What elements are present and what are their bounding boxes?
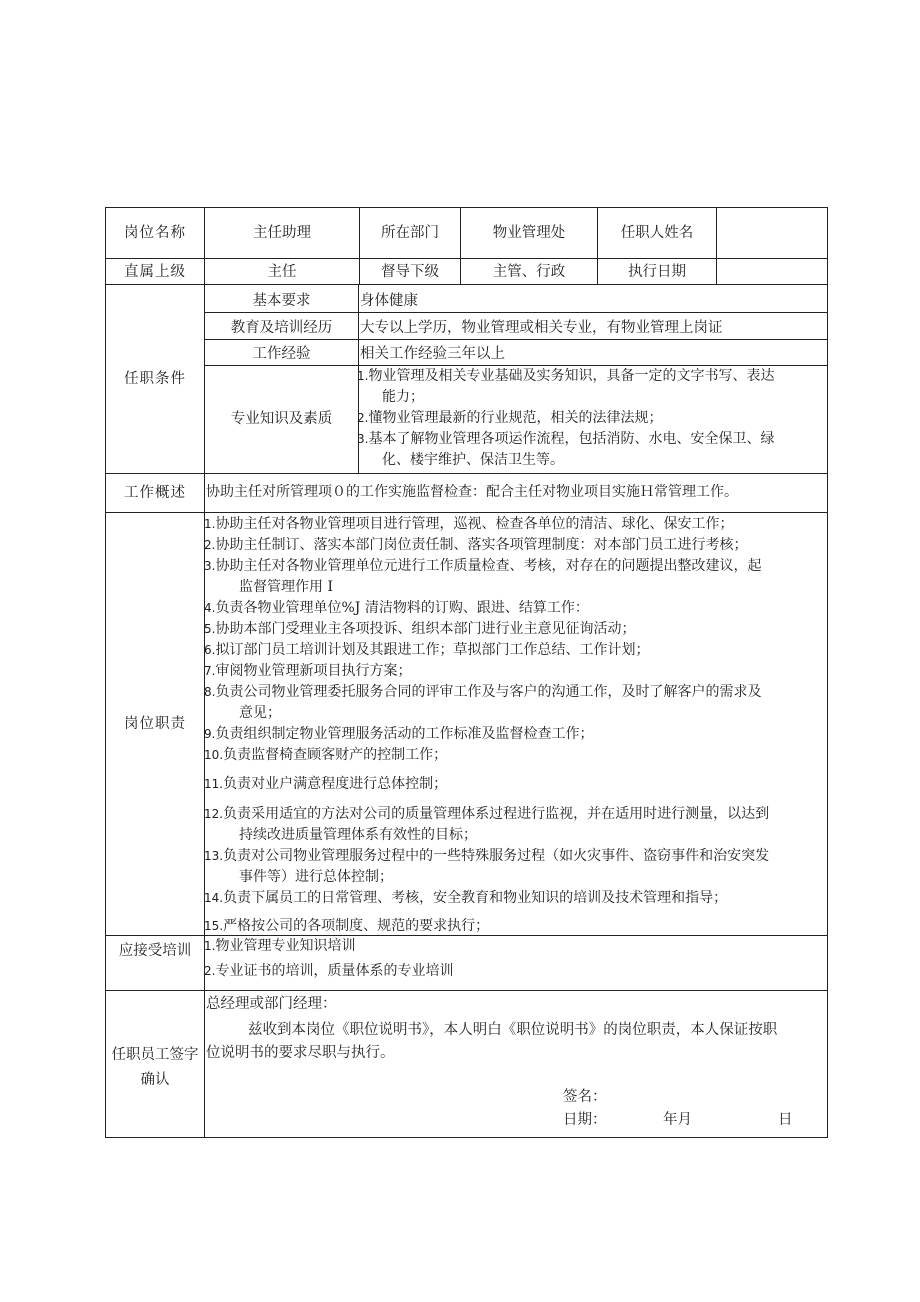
list-item: 2.专业证书的培训，质量体系的专业培训 xyxy=(204,963,454,979)
list-item: 监督管理作用 I xyxy=(239,579,333,595)
experience-value: 相关工作经验三年以上 xyxy=(360,346,505,362)
table-border-right xyxy=(827,207,828,1138)
list-item: 1.物业管理及相关专业基础及实务知识，具备一定的文字书写、表达 xyxy=(357,368,775,384)
subordinate-value: 主管、行政 xyxy=(492,264,566,280)
job-holder-label: 任职人姓名 xyxy=(620,225,694,241)
basic-requirement-label: 基本要求 xyxy=(252,293,311,309)
work-overview-text: 协助主任对所管理项０的工作实施监督检查：配合主任对物业项目实施Ｈ常管理工作。 xyxy=(206,484,738,500)
qualifications-label: 任职条件 xyxy=(124,371,186,387)
list-item: 能力； xyxy=(382,389,424,405)
list-item: 15.严格按公司的各项制度、规范的要求执行； xyxy=(204,918,490,934)
work-overview-label: 工作概述 xyxy=(124,485,186,501)
education-label: 教育及培训经历 xyxy=(230,320,333,336)
row-divider xyxy=(204,339,828,340)
row-divider xyxy=(105,473,828,474)
list-item: 5.协助本部门受理业主各项投诉、组织本部门进行业主意见征询活动； xyxy=(204,621,636,637)
table-border-top xyxy=(105,207,828,208)
department-label: 所在部门 xyxy=(381,225,439,241)
row-divider xyxy=(105,258,828,259)
list-item: 化、楼宇维护、保洁卫生等。 xyxy=(382,452,564,468)
list-item: 12.负责采用适宜的方法对公司的质量管理体系过程进行监视，并在适用时进行测量，以达到 xyxy=(204,806,770,822)
execution-date-label: 执行日期 xyxy=(628,264,686,280)
list-item: 14.负责下属员工的日常管理、考核，安全教育和物业知识的培训及技术管理和指导； xyxy=(204,890,728,906)
direct-superior-label: 直属上级 xyxy=(124,264,186,280)
position-name-label: 岗位名称 xyxy=(124,225,186,241)
subordinate-label: 督导下级 xyxy=(381,264,439,280)
statement-text: 位说明书的要求尽职与执行。 xyxy=(206,1045,395,1061)
row-divider xyxy=(105,990,828,991)
sign-label: 签名： xyxy=(563,1089,607,1105)
list-item: 1.协助主任对各物业管理项目进行管理，巡视、检查各单位的清洁、球化、保安工作； xyxy=(204,516,734,532)
list-item: 1.物业管理专业知识培训 xyxy=(204,938,356,954)
day-label: 日 xyxy=(778,1112,793,1128)
experience-label: 工作经验 xyxy=(252,346,311,362)
list-item: 10.负责监督椅查顾客财产的控制工作； xyxy=(204,747,448,763)
list-item: 2.协助主任制订、落实本部门岗位责任制、落实各项管理制度：对本部门员工进行考核； xyxy=(204,537,748,553)
duties-label: 岗位职责 xyxy=(124,716,186,732)
list-item: 9.负责组织制定物业管理服务活动的工作标准及监督检查工作； xyxy=(204,726,594,742)
signature-label: 确认 xyxy=(140,1072,170,1088)
list-item: 11.负责对业户满意程度进行总体控制； xyxy=(204,776,448,792)
list-item: 8.负责公司物业管理委托服务合同的评审工作及与客户的沟通工作，及时了解客户的需求及 xyxy=(204,684,762,700)
knowledge-label: 专业知识及素质 xyxy=(230,411,333,427)
signature-label: 任职员工签字 xyxy=(111,1047,199,1063)
list-item: 意见； xyxy=(239,705,281,721)
training-label: 应接受培训 xyxy=(118,943,192,959)
list-item: 3.协助主任对各物业管理单位元进行工作质量检查、考核，对存在的问题提出整改建议，起 xyxy=(204,558,762,574)
manager-label: 总经理或部门经理： xyxy=(206,996,337,1012)
position-name-value: 主任助理 xyxy=(253,225,311,241)
statement-text: 兹收到本岗位《职位说明书》，本人明白《职位说明书》的岗位职责，本人保证按职 xyxy=(248,1022,778,1038)
list-item: 13.负责对公司物业管理服务过程中的一些特殊服务过程（如火灾事件、盗窃事件和治安突发 xyxy=(204,848,770,864)
direct-superior-value: 主任 xyxy=(267,264,297,280)
row-divider xyxy=(105,512,828,513)
row-divider xyxy=(204,312,828,313)
list-item: 2.懂物业管理最新的行业规范，相关的法律法规； xyxy=(357,410,663,426)
department-value: 物业管理处 xyxy=(492,225,566,241)
list-item: 持续改进质量管理体系有效性的目标； xyxy=(239,827,477,843)
table-border-bottom xyxy=(105,1137,828,1138)
list-item: 4.负责各物业管理单位%J 清洁物料的订购、跟进、结算工作： xyxy=(204,600,589,616)
date-label: 日期： xyxy=(563,1112,607,1128)
list-item: 6.拟订部门员工培训计划及其跟进工作；草拟部门工作总结、工作计划； xyxy=(204,642,650,658)
table-border-left xyxy=(105,207,106,1138)
list-item: 事件等）进行总体控制； xyxy=(239,869,393,885)
col-divider xyxy=(716,207,717,285)
list-item: 3.基本了解物业管理各项运作流程，包括消防、水电、安全保卫、绿 xyxy=(357,431,775,447)
education-value: 大专以上学历，物业管理或相关专业，有物业管理上岗证 xyxy=(360,320,723,336)
basic-requirement-value: 身体健康 xyxy=(360,293,418,309)
row-divider xyxy=(105,284,828,285)
list-item: 7.审阅物业管理新项目执行方案； xyxy=(204,663,412,679)
year-month-label: 年月 xyxy=(663,1112,692,1128)
